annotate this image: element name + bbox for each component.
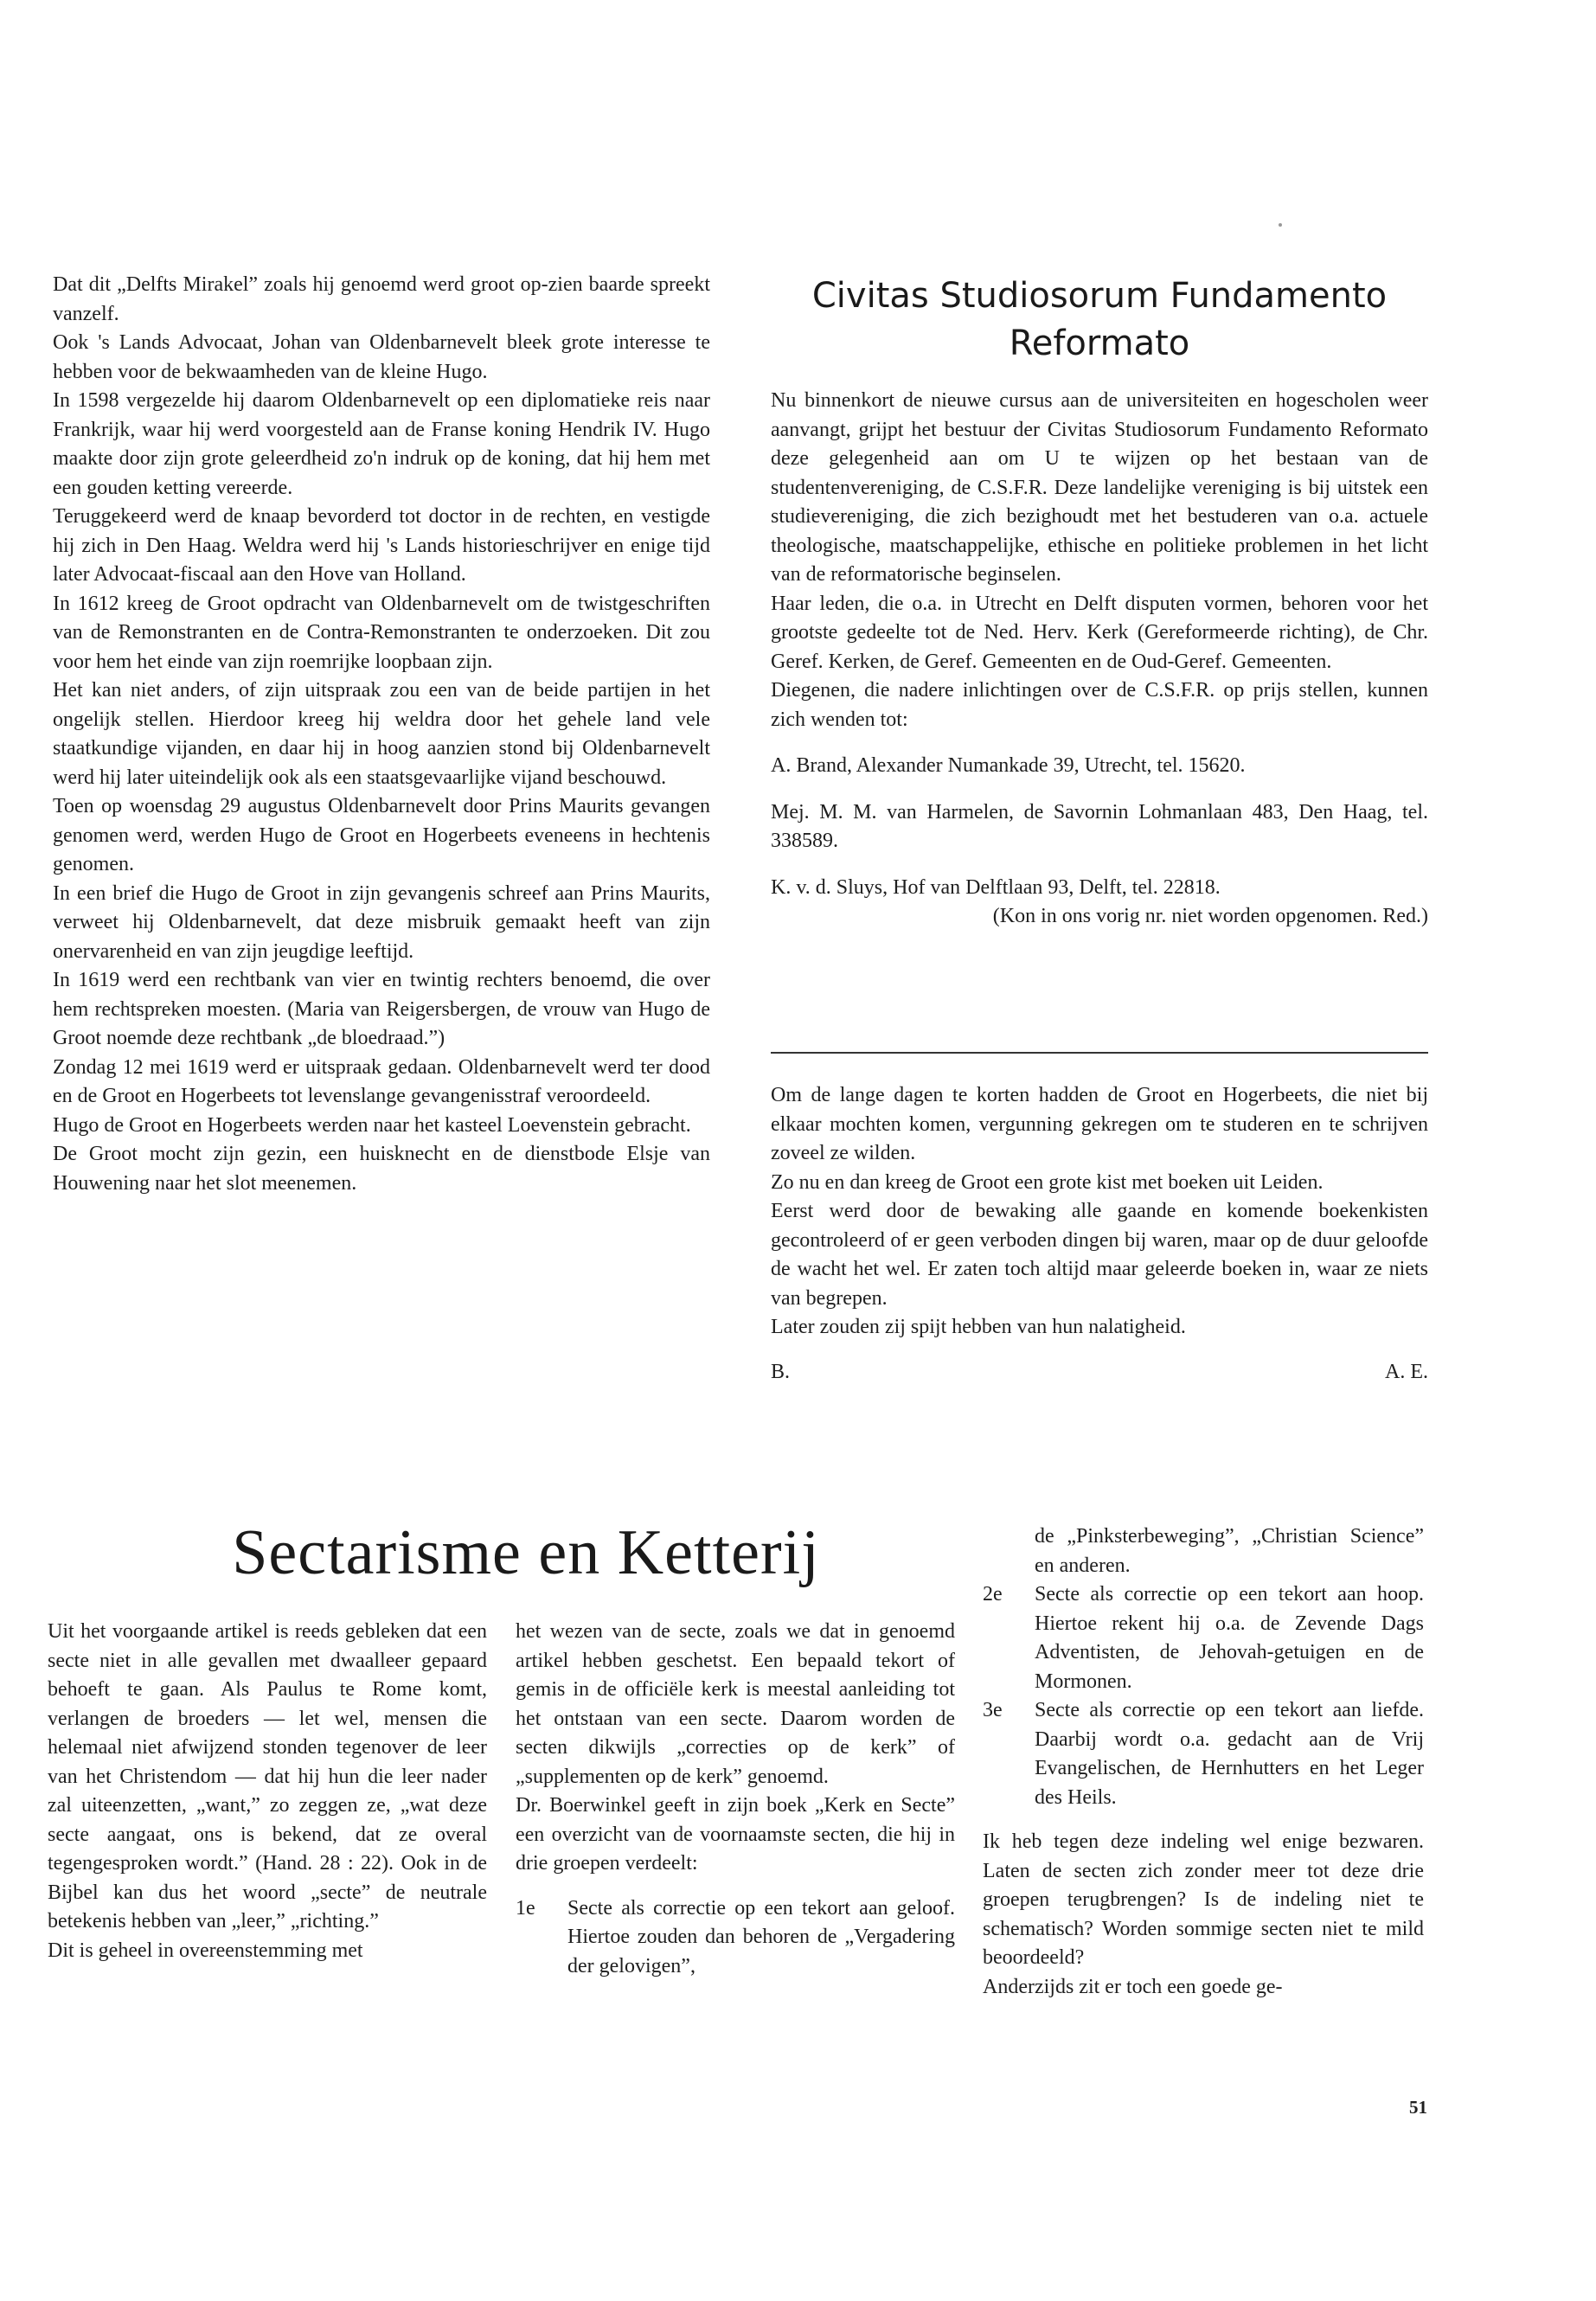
paragraph: Uit het voorgaande artikel is reeds gebleken dat een secte niet in alle gevallen met dwaalleer gepaard behoeft te gaan. Als Paulus te Rome komt, verlangen de broeders — let wel, mensen die helemaal niet afwijzend stonden tegenover de leer van het Christendom — dat hij hun die leer nader zal uiteenzetten, „want,” zo zeggen ze, „wat deze secte aangaat, ons is bekend, dat ze overal tegengesproken wordt.” (Hand. 28 : 22). Ook in de Bijbel kan dus het woord „secte” de neutrale betekenis hebben van „leer,” „richting.” bbox=[48, 1620, 487, 1932]
list-text: Secte als correctie op een tekort aan hoop. Hiertoe rekent hij o.a. de Zevende Dags Adventisten, de Jehovah-getuigen en de Mormonen. bbox=[1035, 1583, 1424, 1693]
paragraph: Nu binnenkort de nieuwe cursus aan de universiteiten en hogescholen weer aanvangt, grijpt het bestuur der Civitas Studiosorum Fundamento Reformato deze gelegenheid aan om U te wijzen op het bestaan van de studentenvereniging, de C.S.F.R. Deze landelijke vereniging is bij uitstek een studievereniging, die zich bezighoudt met het bestuderen van o.a. actuele theologische, maatschappelijke, ethische en politieke problemen in het licht van de reformatorische beginselen. bbox=[771, 389, 1428, 586]
paragraph: Later zouden zij spijt hebben van hun nalatigheid. bbox=[771, 1316, 1186, 1338]
sectarisme-column-3 bbox=[983, 1522, 1424, 2002]
signature-right: A. E. bbox=[1385, 1360, 1428, 1383]
sectarisme-column-2 bbox=[516, 1618, 955, 1981]
paragraph: Dat dit „Delfts Mirakel” zoals hij genoemd werd groot op-zien baarde spreekt vanzelf. bbox=[53, 273, 710, 325]
page-number: 51 bbox=[1409, 2097, 1427, 2118]
paragraph: De Groot mocht zijn gezin, een huisknecht en de dienstbode Elsje van Houwening naar het slot meenemen. bbox=[53, 1143, 710, 1195]
print-speck bbox=[1279, 223, 1282, 227]
signature-row bbox=[771, 1358, 1428, 1388]
signature-left: B. bbox=[771, 1360, 791, 1383]
paragraph: Dit is geheel in overeenstemming met bbox=[48, 1939, 363, 1962]
civitas-title: Civitas Studiosorum Fundamento Reformato bbox=[811, 276, 1388, 363]
list-number: 2e bbox=[983, 1583, 1003, 1606]
article-grotius-column bbox=[53, 271, 710, 1198]
paragraph: Toen op woensdag 29 augustus Oldenbarnevelt door Prins Maurits gevangen genomen werd, werden Hugo de Groot en Hogerbeets eveneens in hechtenis genomen. bbox=[53, 795, 710, 875]
section-divider bbox=[771, 1052, 1428, 1054]
paragraph: Hugo de Groot en Hogerbeets werden naar het kasteel Loevenstein gebracht. bbox=[53, 1113, 691, 1137]
paragraph: Haar leden, die o.a. in Utrecht en Delft disputen vormen, behoren voor het grootste gedeelte tot de Ned. Herv. Kerk (Gereformeerde richting), de Chr. Geref. Kerken, de Geref. Gemeenten en de Oud-Geref. Gemeenten. bbox=[771, 592, 1428, 673]
paragraph: In 1598 vergezelde hij daarom Oldenbarnevelt op een diplomatieke reis naar Frankrijk, waar hij werd voorgesteld aan de Franse koning Hendrik IV. Hugo maakte door zijn grote geleerdheid zo'n indruk op de koning, dat hij hem met een gouden ketting vereerde. bbox=[53, 389, 710, 499]
paragraph: In 1612 kreeg de Groot opdracht van Oldenbarnevelt om de twistgeschriften van de Remonstranten en de Contra-Remonstranten te onderzoeken. Dit zou voor hem het einde van zijn roemrijke loopbaan zijn. bbox=[53, 592, 710, 673]
paragraph: Dr. Boerwinkel geeft in zijn boek „Kerk en Secte” een overzicht van de voornaamste secten, die hij in drie groepen verdeelt: bbox=[516, 1794, 955, 1875]
contact-entry: Mej. M. M. van Harmelen, de Savornin Lohmanlaan 483, Den Haag, tel. 338589. bbox=[771, 800, 1428, 852]
contact-entry: K. v. d. Sluys, Hof van Delftlaan 93, Delft, tel. 22818. bbox=[771, 875, 1221, 899]
paragraph: het wezen van de secte, zoals we dat in genoemd artikel hebben geschetst. Een bepaald tekort of gemis in de officiële kerk is meestal aanleiding tot het ontstaan van een secte. Daarom worden de secten dikwijls „correcties op de kerk” of „supplementen op de kerk” genoemd. bbox=[516, 1620, 955, 1788]
paragraph: In 1619 werd een rechtbank van vier en twintig rechters benoemd, die over hem rechtspreken moesten. (Maria van Reigersbergen, de vrouw van Hugo de Groot noemde deze rechtbank „de bloedraad.”) bbox=[53, 969, 710, 1049]
paragraph: Teruggekeerd werd de knaap bevorderd tot doctor in de rechten, en vestigde hij zich in Den Haag. Weldra werd hij 's Lands historieschrijver en enige tijd later Advocaat-fiscaal aan den Hove van Holland. bbox=[53, 505, 710, 586]
list-continuation: de „Pinksterbeweging”, „Christian Science” en anderen. bbox=[1035, 1525, 1424, 1577]
sectarisme-title: Sectarisme en Ketterij bbox=[232, 1517, 820, 1588]
paragraph: Het kan niet anders, of zijn uitspraak zou een van de beide partijen in het ongelijk stellen. Hierdoor kreeg hij weldra door het gehele land vele staatkundige vijanden, en daar hij in hoog aanzien stond bij Oldenbarnevelt werd hij later uiteindelijk ook als een staatsgevaarlijke vijand beschouwd. bbox=[53, 679, 710, 789]
sectarisme-column-1 bbox=[48, 1618, 487, 1965]
paragraph: Zo nu en dan kreeg de Groot een grote kist met boeken uit Leiden. bbox=[771, 1170, 1324, 1194]
list-item bbox=[983, 1580, 1424, 1696]
list-item bbox=[983, 1696, 1424, 1812]
list-text: Secte als correctie op een tekort aan liefde. Daarbij wordt o.a. gedacht aan de Vrij Evangelischen, de Hernhutters en het Leger des Heils. bbox=[1035, 1699, 1424, 1809]
paragraph: Ik heb tegen deze indeling wel enige bezwaren. Laten de secten zich zonder meer tot deze drie groepen terugbrengen? Is de indeling niet te schematisch? Worden sommige secten niet te mild beoordeeld? bbox=[983, 1830, 1424, 1969]
list-number: 3e bbox=[983, 1699, 1003, 1721]
list-item bbox=[516, 1894, 955, 1982]
paragraph: Anderzijds zit er toch een goede ge- bbox=[983, 1975, 1283, 1998]
loevestein-column bbox=[771, 1081, 1428, 1387]
civitas-column bbox=[771, 387, 1428, 932]
paragraph: Ook 's Lands Advocaat, Johan van Oldenbarnevelt bleek grote interesse te hebben voor de bekwaamheden van de kleine Hugo. bbox=[53, 331, 710, 383]
paragraph: Eerst werd door de bewaking alle gaande en komende boekenkisten gecontroleerd of er geen verboden dingen bij waren, maar op de duur geloofde de wacht het wel. Er zaten toch altijd maar geleerde boeken in, waar ze niets van begrepen. bbox=[771, 1200, 1428, 1310]
paragraph: Om de lange dagen te korten hadden de Groot en Hogerbeets, die niet bij elkaar mochten komen, vergunning gekregen om te studeren en te schrijven zoveel ze wilden. bbox=[771, 1084, 1428, 1164]
paragraph: Diegenen, die nadere inlichtingen over de C.S.F.R. op prijs stellen, kunnen zich wenden tot: bbox=[771, 679, 1428, 731]
editor-note: (Kon in ons vorig nr. niet worden opgenomen. Red.) bbox=[992, 905, 1428, 927]
list-text: Secte als correctie op een tekort aan geloof. Hiertoe zouden dan behoren de „Vergadering der gelovigen”, bbox=[567, 1896, 955, 1977]
paragraph: In een brief die Hugo de Groot in zijn gevangenis schreef aan Prins Maurits, verweet hij Oldenbarnevelt, dat deze misbruik gemaakt heeft van zijn onervarenheid en van zijn jeugdige leeftijd. bbox=[53, 881, 710, 963]
contact-entry: A. Brand, Alexander Numankade 39, Utrecht, tel. 15620. bbox=[771, 754, 1246, 777]
paragraph: Zondag 12 mei 1619 werd er uitspraak gedaan. Oldenbarnevelt werd ter dood en de Groot en Hogerbeets tot levenslange gevangenisstraf veroordeeld. bbox=[53, 1055, 710, 1107]
list-number: 1e bbox=[516, 1896, 535, 1920]
